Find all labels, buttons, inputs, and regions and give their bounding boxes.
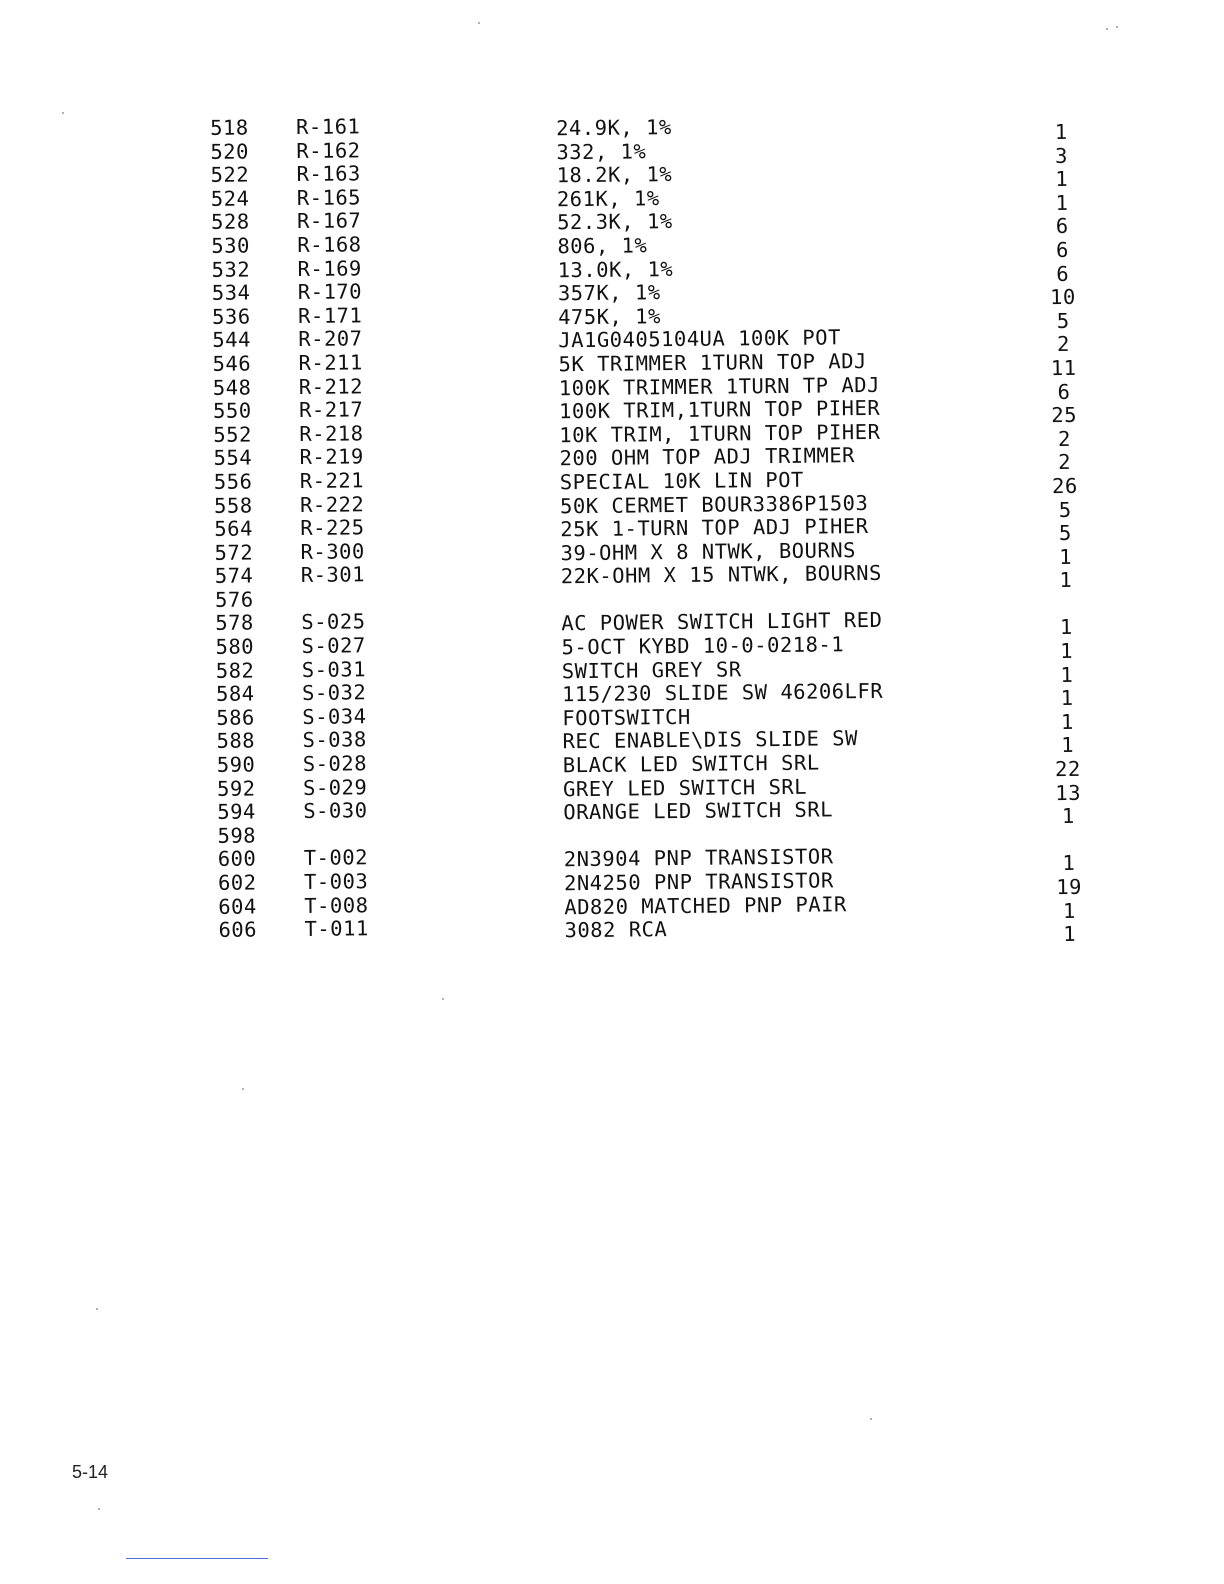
line-number-cell: 580 (215, 634, 255, 659)
description-cell: FOOTSWITCH (562, 704, 691, 731)
line-number-cell: 584 (215, 681, 255, 707)
description-cell: JA1G0405104UA 100K POT (558, 325, 842, 353)
part-number-cell: R-222 (299, 491, 365, 517)
scan-speck (1106, 28, 1108, 30)
quantity-cell: 1 (1055, 190, 1069, 215)
description-cell (563, 821, 993, 826)
description-cell: 475K, 1% (557, 303, 661, 330)
quantity-cell: 10 (1049, 284, 1076, 310)
line-number-cell: 594 (217, 799, 256, 825)
part-number-cell: R-169 (297, 255, 362, 281)
description-cell: ORANGE LED SWITCH SRL (563, 797, 834, 825)
part-number-cell: S-038 (302, 727, 367, 753)
description-cell: 200 OHM TOP ADJ TRIMMER (559, 443, 856, 471)
part-number-cell: R-162 (296, 137, 361, 163)
quantity-cell: 2 (1056, 332, 1070, 357)
description-cell: 100K TRIM,1TURN TOP PIHER (558, 396, 881, 424)
quantity-cell: 5 (1058, 497, 1072, 522)
quantity-cell: 1 (1059, 568, 1073, 593)
quantity-cell: 1 (1062, 851, 1076, 876)
part-number-cell: R-163 (296, 161, 361, 187)
part-number-cell: R-212 (298, 373, 364, 399)
part-number-cell: S-031 (301, 656, 367, 682)
line-number-cell: 528 (210, 209, 250, 235)
description-cell: 52.3K, 1% (557, 209, 673, 235)
quantity-cell: 1 (1059, 615, 1073, 640)
line-number-cell: 520 (210, 139, 250, 164)
line-number-cell: 518 (209, 115, 249, 140)
line-number-cell: 602 (217, 870, 257, 895)
quantity-cell: 1 (1062, 898, 1076, 923)
line-number-cell: 554 (213, 445, 253, 471)
quantity-cell (1044, 828, 1094, 829)
line-number-cell: 572 (214, 540, 254, 565)
description-cell: 5-OCT KYBD 10-0-0218-1 (561, 632, 845, 660)
description-cell: 2N3904 PNP TRANSISTOR (563, 844, 834, 872)
description-cell: 50K CERMET BOUR3386P1503 (559, 490, 869, 518)
scan-speck (442, 998, 444, 1000)
part-number-cell: R-300 (300, 538, 365, 564)
description-cell: SWITCH GREY SR (561, 657, 742, 683)
part-number-cell: S-025 (301, 609, 366, 635)
quantity-cell: 1 (1060, 709, 1074, 734)
part-number-cell: S-028 (302, 751, 368, 776)
part-number-cell: S-034 (302, 704, 367, 729)
quantity-cell: 11 (1050, 355, 1077, 381)
description-cell: 2N4250 PNP TRANSISTOR (563, 868, 834, 896)
part-number-cell: R-165 (296, 185, 362, 210)
line-number-cell: 546 (212, 351, 252, 376)
description-cell: GREY LED SWITCH SRL (562, 774, 808, 801)
description-cell: 13.0K, 1% (557, 256, 674, 282)
quantity-cell: 1 (1054, 119, 1068, 145)
quantity-cell: 6 (1055, 237, 1069, 263)
line-number-cell: 590 (216, 752, 256, 777)
quantity-cell: 1 (1061, 733, 1075, 758)
part-number-cell: R-170 (297, 279, 363, 305)
scan-speck (1116, 26, 1118, 28)
description-cell: 357K, 1% (557, 280, 661, 306)
description-cell: 25K 1-TURN TOP ADJ PIHER (560, 514, 869, 542)
part-number-cell: R-171 (297, 303, 363, 328)
line-number-cell: 582 (215, 658, 255, 683)
quantity-cell: 1 (1061, 804, 1075, 829)
line-number-cell: 564 (214, 516, 253, 541)
part-number-cell: R-168 (297, 232, 362, 257)
scan-speck (242, 1088, 244, 1090)
part-number-cell: R-301 (300, 562, 366, 588)
quantity-cell: 1 (1060, 686, 1074, 711)
line-number-cell: 550 (212, 398, 252, 424)
part-number-cell: R-221 (299, 468, 365, 493)
description-cell: 5K TRIMMER 1TURN TOP ADJ (558, 348, 867, 377)
line-number-cell: 536 (211, 304, 251, 329)
line-number-cell: 586 (216, 705, 255, 730)
line-number-cell: 552 (213, 422, 252, 447)
line-number-cell: 534 (211, 280, 251, 306)
part-number-cell: R-161 (295, 114, 361, 139)
quantity-cell: 1 (1060, 662, 1074, 687)
quantity-cell: 6 (1055, 214, 1069, 239)
part-number-cell (303, 823, 423, 824)
line-number-cell: 532 (211, 257, 251, 282)
line-number-cell: 578 (215, 610, 254, 636)
part-number-cell (301, 587, 421, 588)
part-number-cell: T-003 (303, 869, 369, 894)
quantity-cell: 1 (1055, 167, 1069, 192)
quantity-cell: 13 (1055, 780, 1082, 805)
quantity-cell: 22 (1054, 756, 1081, 782)
scan-speck (62, 112, 64, 114)
line-number-cell: 606 (218, 917, 258, 943)
parts-list-table (200, 108, 1109, 947)
part-number-cell: R-219 (299, 444, 364, 470)
description-cell (561, 585, 991, 590)
quantity-cell: 5 (1056, 308, 1070, 333)
scan-speck (478, 22, 480, 24)
description-cell: 100K TRIMMER 1TURN TP ADJ (558, 372, 881, 400)
line-number-cell: 522 (210, 162, 250, 188)
scan-speck (870, 1418, 872, 1420)
description-cell: REC ENABLE\DIS SLIDE SW (562, 726, 859, 754)
description-cell: 806, 1% (557, 233, 648, 259)
line-number-cell: 556 (213, 469, 253, 494)
part-number-cell: S-029 (302, 774, 368, 800)
scan-speck (98, 1508, 100, 1510)
line-number-cell: 604 (218, 894, 257, 919)
line-number-cell: 600 (217, 846, 257, 872)
footer-rule (126, 1558, 268, 1559)
quantity-cell: 25 (1051, 402, 1078, 428)
quantity-cell: 26 (1051, 473, 1078, 499)
part-number-cell: S-030 (303, 798, 368, 824)
description-cell: BLACK LED SWITCH SRL (562, 750, 820, 778)
part-number-cell: R-218 (299, 421, 364, 446)
part-number-cell: R-167 (296, 208, 362, 234)
description-cell: 10K TRIM, 1TURN TOP PIHER (559, 419, 881, 447)
line-number-cell: 548 (212, 375, 252, 400)
quantity-cell: 1 (1063, 922, 1077, 947)
line-number-cell: 598 (217, 823, 257, 848)
line-number-cell: 588 (216, 728, 256, 754)
line-number-cell: 592 (216, 776, 256, 801)
part-number-cell: S-032 (301, 680, 367, 706)
description-cell: 22K-OHM X 15 NTWK, BOURNS (560, 561, 883, 589)
part-number-cell: R-225 (300, 515, 365, 541)
part-number-cell: R-217 (298, 397, 364, 423)
line-number-cell: 574 (214, 563, 254, 589)
description-cell: AD820 MATCHED PNP PAIR (564, 891, 847, 919)
part-number-cell: T-002 (303, 845, 369, 871)
part-number-cell: R-211 (298, 350, 363, 375)
quantity-cell: 6 (1056, 261, 1070, 286)
description-cell: 24.9K, 1% (556, 115, 672, 141)
quantity-cell: 19 (1056, 874, 1083, 900)
description-cell: AC POWER SWITCH LIGHT RED (561, 608, 883, 636)
description-cell: 39-OHM X 8 NTWK, BOURNS (560, 537, 857, 565)
quantity-cell (1041, 593, 1091, 594)
quantity-cell: 2 (1057, 426, 1071, 451)
part-number-cell: S-027 (301, 633, 366, 659)
quantity-cell: 2 (1058, 450, 1072, 475)
part-number-cell: T-008 (304, 892, 369, 918)
part-number-cell: R-207 (298, 326, 363, 352)
quantity-cell: 5 (1058, 520, 1072, 546)
description-cell: 115/230 SLIDE SW 46206LFR (561, 679, 884, 707)
line-number-cell: 544 (212, 327, 251, 353)
quantity-cell: 1 (1060, 638, 1074, 664)
page-number: 5-14 (72, 1462, 109, 1482)
line-number-cell: 576 (214, 587, 254, 612)
description-cell: 261K, 1% (556, 185, 660, 212)
description-cell: 332, 1% (556, 138, 647, 164)
line-number-cell: 530 (211, 233, 251, 258)
quantity-cell: 1 (1059, 544, 1073, 569)
part-number-cell: T-011 (304, 916, 369, 942)
line-number-cell: 524 (210, 186, 250, 211)
scan-speck (96, 1308, 98, 1310)
quantity-cell: 6 (1057, 379, 1071, 404)
description-cell: 18.2K, 1% (556, 162, 673, 188)
description-cell: SPECIAL 10K LIN POT (559, 467, 804, 495)
line-number-cell: 558 (213, 492, 253, 518)
quantity-cell: 3 (1054, 143, 1068, 168)
description-cell: 3082 RCA (564, 917, 668, 943)
